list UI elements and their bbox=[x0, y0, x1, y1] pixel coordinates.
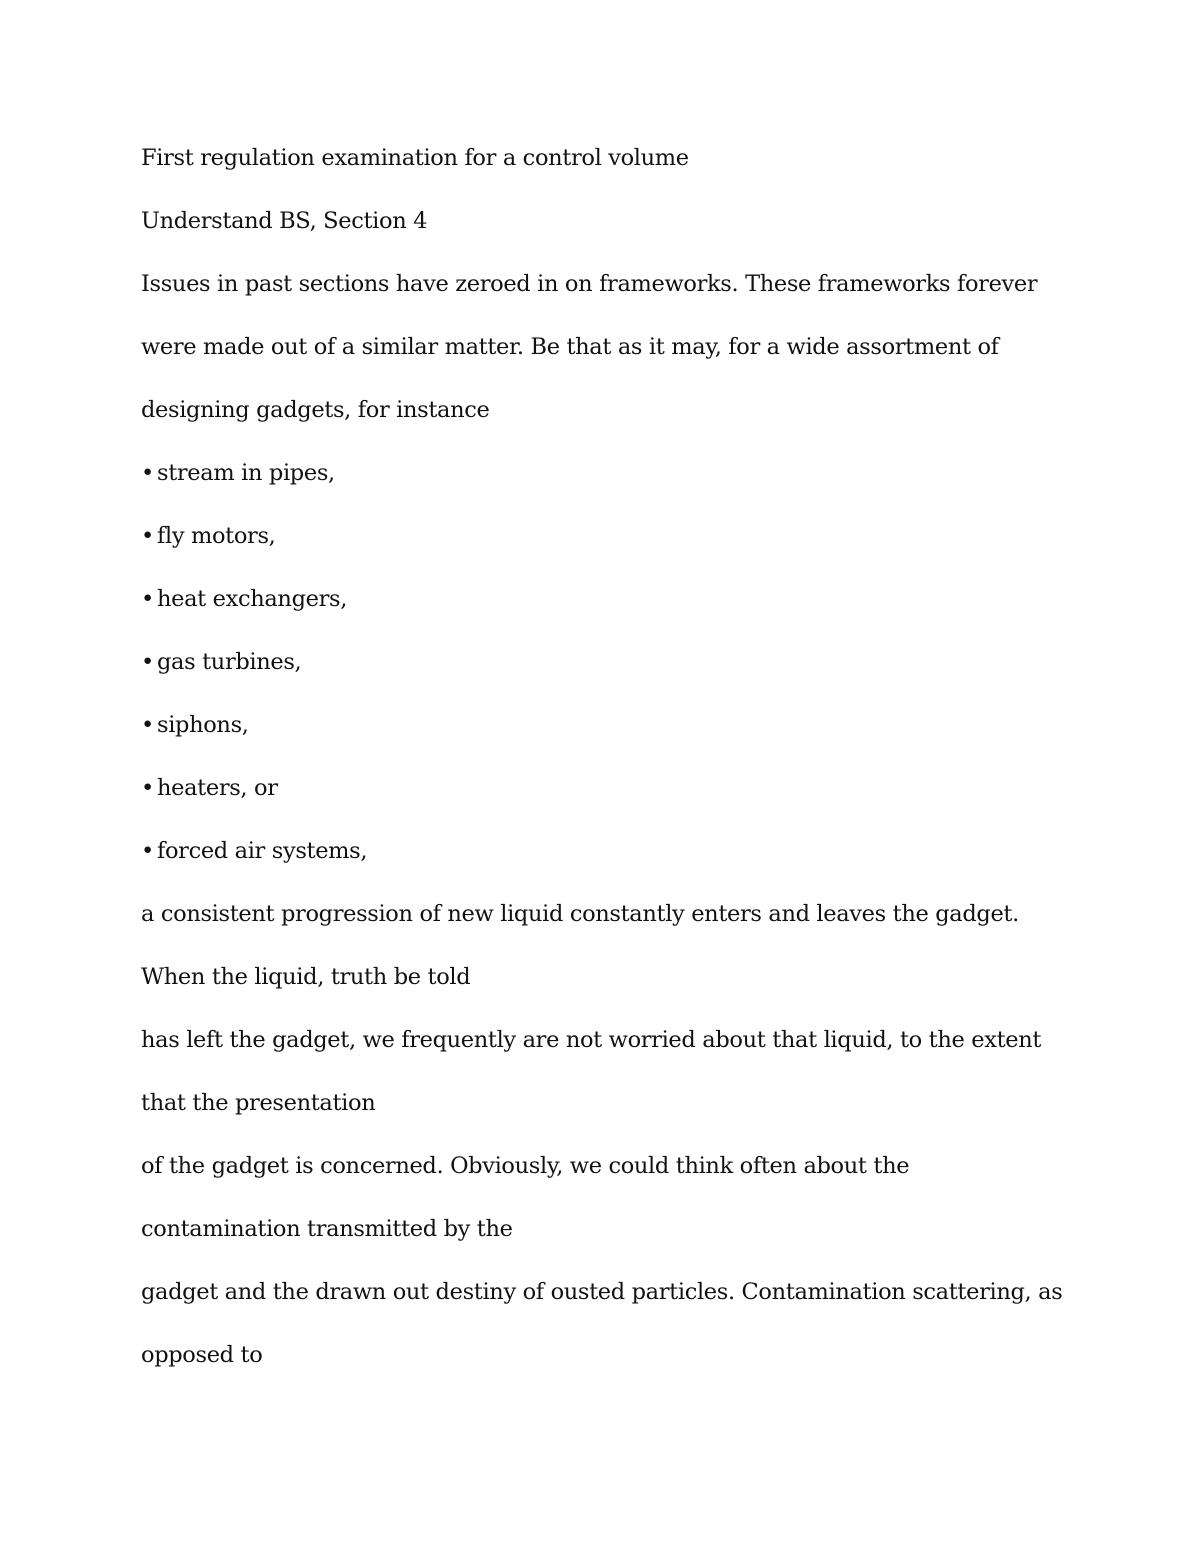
intro-line: designing gadgets, for instance bbox=[141, 397, 490, 423]
bullet-item bbox=[141, 710, 249, 740]
intro-line: were made out of a similar matter. Be that as it may, for a wide assortment of bbox=[141, 334, 999, 360]
bullet-item bbox=[141, 647, 301, 677]
bullet-icon: • bbox=[141, 649, 154, 675]
bullet-icon: • bbox=[141, 775, 154, 801]
bullet-icon: • bbox=[141, 712, 154, 738]
bullet-text: heat exchangers, bbox=[157, 586, 347, 612]
bullet-icon: • bbox=[141, 460, 154, 486]
body-line: that the presentation bbox=[141, 1090, 376, 1116]
bullet-item bbox=[141, 584, 347, 614]
intro-line: Issues in past sections have zeroed in on frameworks. These frameworks forever bbox=[141, 271, 1038, 297]
bullet-text: stream in pipes, bbox=[157, 460, 335, 486]
body-line: opposed to bbox=[141, 1342, 263, 1368]
bullet-text: siphons, bbox=[157, 712, 249, 738]
body-line: contamination transmitted by the bbox=[141, 1216, 513, 1242]
body-line: of the gadget is concerned. Obviously, we could think often about the bbox=[141, 1153, 910, 1179]
bullet-item bbox=[141, 521, 275, 551]
body-line: has left the gadget, we frequently are not worried about that liquid, to the extent bbox=[141, 1027, 1042, 1053]
bullet-icon: • bbox=[141, 523, 154, 549]
bullet-text: forced air systems, bbox=[157, 838, 368, 864]
bullet-item bbox=[141, 458, 335, 488]
body-line: When the liquid, truth be told bbox=[141, 964, 471, 990]
bullet-item bbox=[141, 773, 278, 803]
bullet-icon: • bbox=[141, 838, 154, 864]
bullet-text: heaters, or bbox=[157, 775, 278, 801]
body-line: gadget and the drawn out destiny of ousted particles. Contamination scattering, as bbox=[141, 1279, 1063, 1305]
bullet-text: fly motors, bbox=[157, 523, 276, 549]
document-title: First regulation examination for a control volume bbox=[141, 145, 689, 171]
bullet-item bbox=[141, 836, 367, 866]
bullet-icon: • bbox=[141, 586, 154, 612]
document-subtitle: Understand BS, Section 4 bbox=[141, 208, 428, 234]
body-line: a consistent progression of new liquid constantly enters and leaves the gadget. bbox=[141, 901, 1019, 927]
bullet-text: gas turbines, bbox=[157, 649, 302, 675]
